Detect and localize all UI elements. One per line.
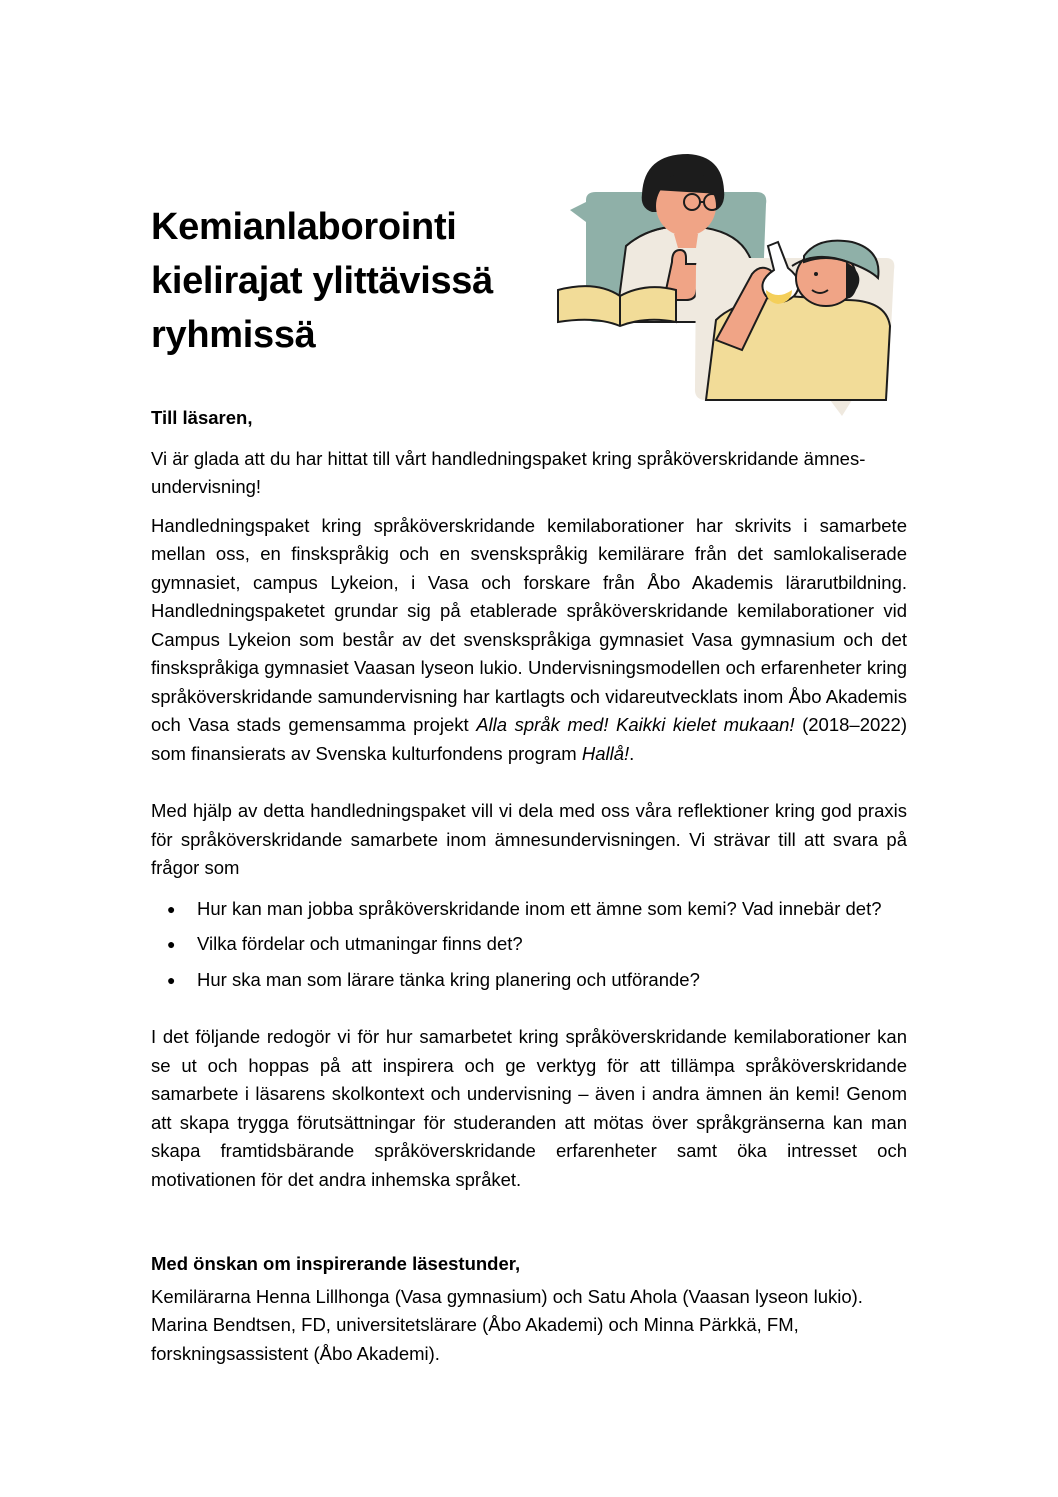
bullet-icon: ● bbox=[167, 971, 176, 988]
question-text: Hur kan man jobba språköverskridande inom ett ämne som kemi? Vad innebär det? bbox=[197, 897, 882, 919]
intro-paragraph: Vi är glada att du har hittat till vårt handledningspaket kring språköverskridande ämnes-undervisning! bbox=[151, 447, 866, 497]
program-name: Hallå! bbox=[581, 742, 630, 764]
list-item bbox=[151, 930, 907, 959]
closing-paragraph: I det följande redogör vi för hur samarbetet kring språköverskridande kemilaborationer kan se ut och hoppas på att inspirera och ge verktyg för att tillämpa språköverskridande samarbete i läsarens skolkontext och undervisning – även i andra ämnen än kemi! Genom att skapa trygga förutsättningar för studeranden att mötas över språkgränserna kan man skapa framtidsbärande språköverskridande erfarenheter samt öka intresset och motivationen för det andra inhemska språket. bbox=[151, 1026, 907, 1190]
purpose-paragraph: Med hjälp av detta handledningspaket vill vi dela med oss våra reflektioner kring god praxis för språköverskridande samarbete inom ämnesundervisningen. Vi strävar till att svara på frågor som bbox=[151, 800, 907, 878]
background-text: . bbox=[629, 742, 635, 764]
greeting: Till läsaren, bbox=[151, 407, 253, 428]
bullet-icon: ● bbox=[167, 900, 176, 917]
signature-line: Kemilärarna Henna Lillhonga (Vasa gymnasium) och Satu Ahola (Vaasan lyseon lukio). bbox=[151, 1285, 863, 1307]
background-paragraph bbox=[151, 512, 907, 769]
letter-body bbox=[151, 404, 907, 1368]
background-text: (2018–2022) som finansierats av Svenska kulturfondens program bbox=[151, 714, 908, 764]
signature bbox=[151, 1283, 907, 1369]
background-text: Handledningspaket kring språköverskridande kemilaborationer har skrivits i samarbete mellan oss, en finskspråkig och en svenskspråkig kemilärare från det samlokaliserade gymnasiet, campus Lykeion, i Vasa och forskare från Åbo Akademis lärarutbildning. Handledningspaketet grundar sig på etablerade språköverskridande kemilaborationer vid Campus Lykeion som består av det svenskspråkiga gymnasiet Vasa gymnasium och det finskspråkiga gymnasiet Vaasan lyseon lukio. Undervisningsmodellen och erfarenheter kring språköverskridande samundervisning har kartlagts och vidareutvecklats inom Åbo Akademis och Vasa stads gemensamma projekt bbox=[151, 514, 907, 735]
page-title bbox=[151, 200, 571, 362]
signature-line: forskningsassistent (Åbo Akademi). bbox=[151, 1342, 440, 1364]
questions-list bbox=[151, 895, 907, 995]
title-line: Kemianlaborointi bbox=[151, 206, 457, 248]
list-item bbox=[151, 966, 907, 995]
bullet-icon: ● bbox=[167, 936, 176, 952]
title-line: ryhmissä bbox=[151, 314, 316, 356]
question-text: Hur ska man som lärare tänka kring planering och utförande? bbox=[197, 968, 700, 990]
teacher-student-illustration bbox=[556, 150, 898, 420]
title-line: kielirajat ylittävissä bbox=[151, 260, 493, 302]
speech-bubble-tail bbox=[570, 202, 586, 222]
list-item bbox=[151, 895, 907, 924]
signature-line: Marina Bendtsen, FD, universitetslärare (Åbo Akademi) och Minna Pärkkä, FM, bbox=[151, 1314, 799, 1335]
project-name: Alla språk med! Kaikki kielet mukaan! bbox=[476, 714, 795, 735]
signature-heading: Med önskan om inspirerande läsestunder, bbox=[151, 1253, 521, 1274]
question-text: Vilka fördelar och utmaningar finns det? bbox=[197, 933, 523, 954]
